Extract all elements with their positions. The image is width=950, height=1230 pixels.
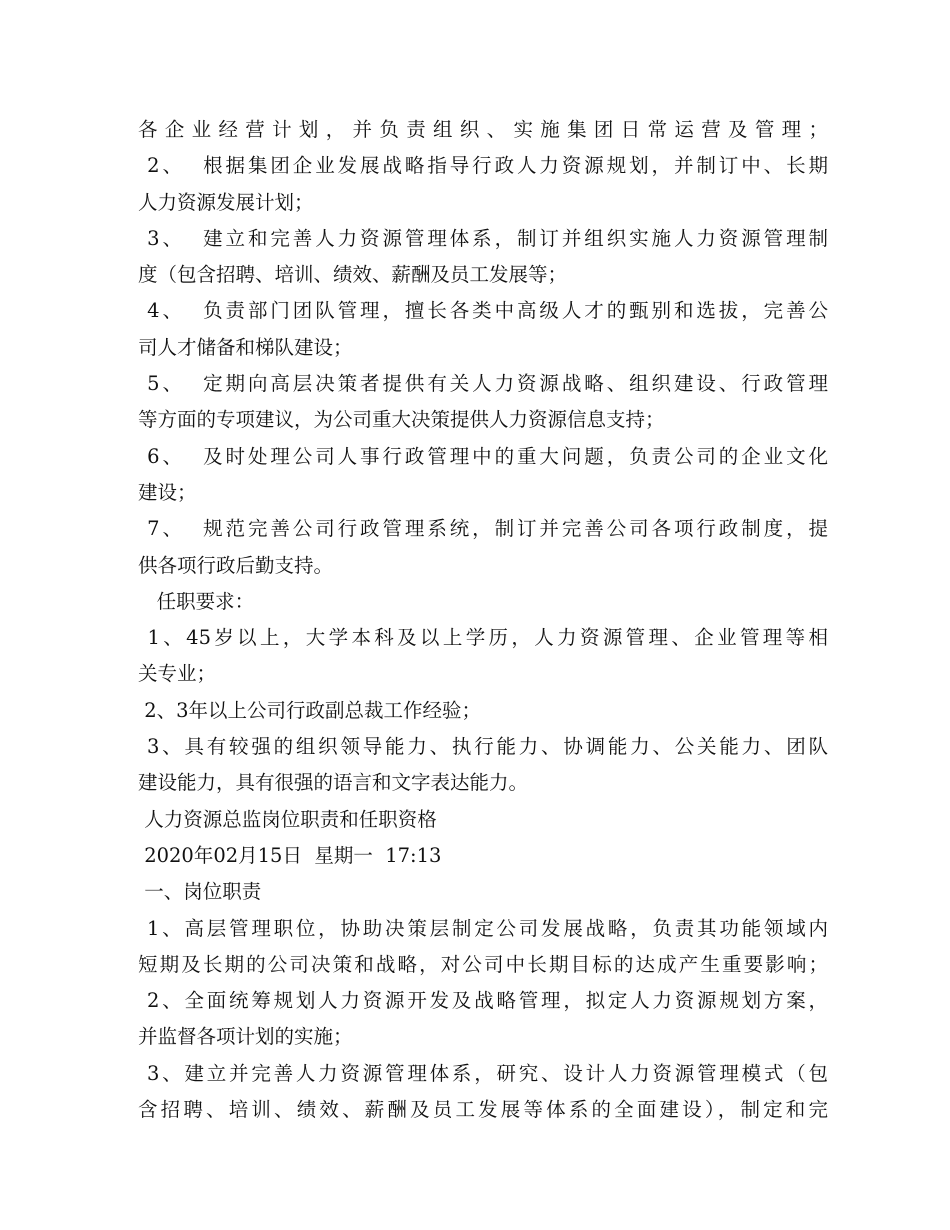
- text-line: 5、 定期向高层决策者提供有关人力资源战略、组织建设、行政管理: [138, 372, 828, 396]
- text-line: 1、45岁以上，大学本科及以上学历，人力资源管理、企业管理等相: [138, 626, 828, 650]
- text-line: 建设；: [138, 480, 197, 504]
- text-line: 人力资源发展计划；: [138, 190, 314, 214]
- text-line: 司人才储备和梯队建设；: [138, 335, 353, 359]
- text-line: 6、 及时处理公司人事行政管理中的重大问题，负责公司的企业文化: [138, 444, 828, 468]
- text-line: 并监督各项计划的实施；: [138, 1025, 353, 1049]
- text-line: 3、具有较强的组织领导能力、执行能力、协调能力、公关能力、团队: [138, 735, 828, 759]
- text-line: 3、建立并完善人力资源管理体系，研究、设计人力资源管理模式（包: [138, 1061, 828, 1085]
- text-line: 2、3年以上公司行政副总裁工作经验；: [138, 698, 482, 722]
- text-line: 关专业；: [138, 662, 217, 686]
- section-heading: 一、岗位职责: [138, 880, 262, 904]
- text-line: 各企业经营计划，并负责组织、实施集团日常运营及管理；: [138, 118, 828, 141]
- article-date: 2020年02月15日 星期一 17:13: [138, 843, 442, 867]
- text-line: 短期及长期的公司决策和战略，对公司中长期目标的达成产生重要影响；: [138, 952, 828, 976]
- section-heading: 任职要求：: [138, 589, 255, 613]
- document-body: [138, 112, 828, 1128]
- text-line: 7、 规范完善公司行政管理系统，制订并完善公司各项行政制度，提: [138, 517, 828, 541]
- text-line: 4、 负责部门团队管理，擅长各类中高级人才的甄别和选拔，完善公: [138, 299, 828, 323]
- text-line: 3、 建立和完善人力资源管理体系，制订并组织实施人力资源管理制: [138, 226, 828, 250]
- text-line: 供各项行政后勤支持。: [138, 553, 334, 577]
- text-line: 度（包含招聘、培训、绩效、薪酬及员工发展等；: [138, 263, 568, 287]
- text-line: 2、 根据集团企业发展战略指导行政人力资源规划，并制订中、长期: [138, 154, 828, 178]
- article-title: 人力资源总监岗位职责和任职资格: [138, 807, 437, 831]
- text-line: 含招聘、培训、绩效、薪酬及员工发展等体系的全面建设），制定和完: [138, 1098, 828, 1122]
- text-line: 1、高层管理职位，协助决策层制定公司发展战略，负责其功能领域内: [138, 916, 828, 940]
- text-line: 建设能力，具有很强的语言和文字表达能力。: [138, 771, 529, 795]
- text-line: 等方面的专项建议，为公司重大决策提供人力资源信息支持；: [138, 408, 665, 432]
- text-line: 2、全面统筹规划人力资源开发及战略管理，拟定人力资源规划方案，: [138, 989, 828, 1013]
